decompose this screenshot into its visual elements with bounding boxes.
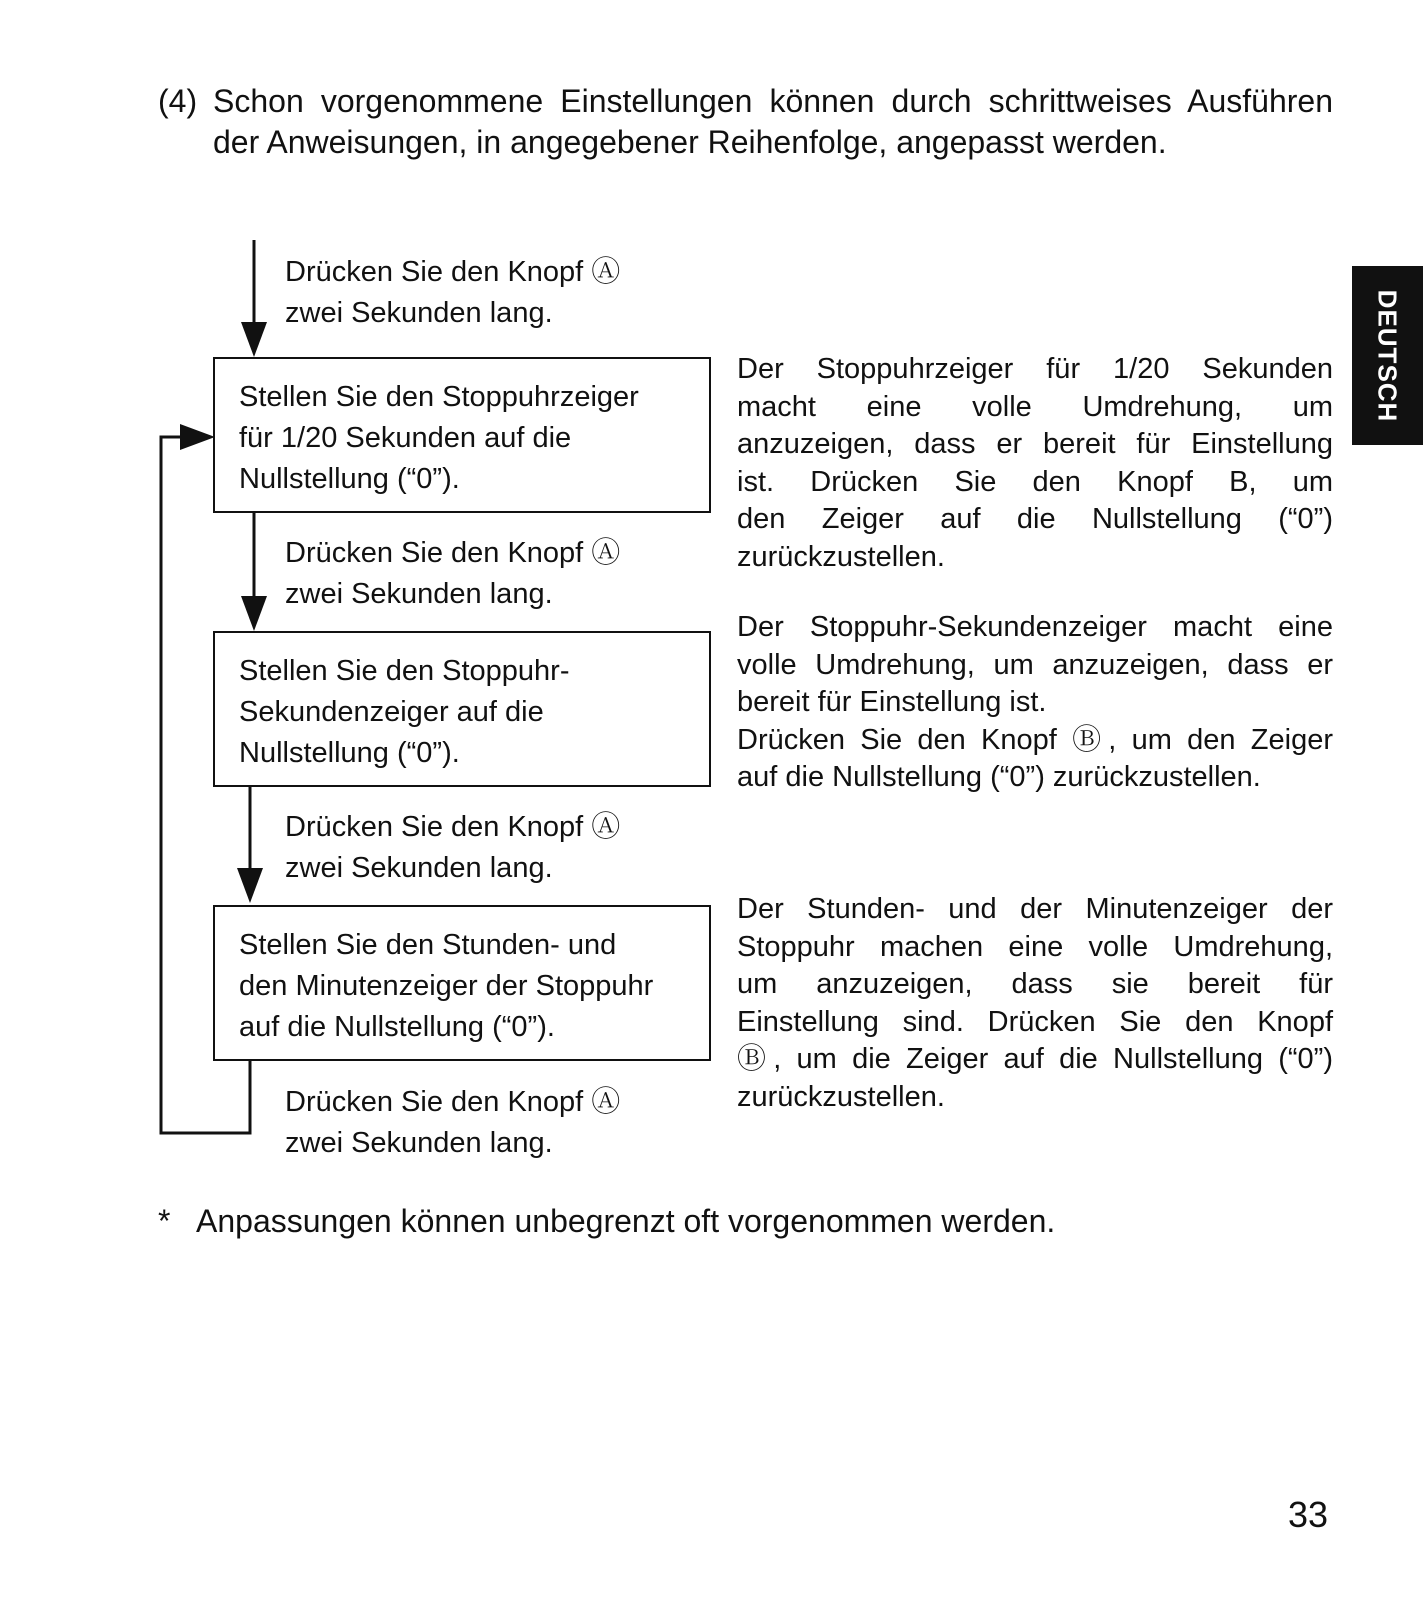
press-instruction-1	[285, 252, 620, 334]
step-box-line: auf die Nullstellung (“0”).	[239, 1011, 555, 1043]
step-box-1	[213, 357, 711, 513]
press-instruction-line: zwei Sekunden lang.	[285, 297, 553, 329]
description-2	[737, 609, 1333, 797]
footnote-marker: *	[158, 1203, 171, 1239]
description-line: auf die Nullstellung (“0”) zurückzustellen.	[737, 761, 1261, 793]
footnote-text: Anpassungen können unbegrenzt oft vorgenommen werden.	[196, 1203, 1056, 1239]
description-line: zurückzustellen.	[737, 540, 945, 573]
step-box-line: Stellen Sie den Stunden- und	[239, 929, 617, 961]
flow-loop-head	[180, 424, 215, 450]
description-line: Drücken Sie den Knopf Ⓑ, um den Zeiger	[737, 723, 1333, 756]
description-line: bereit für Einstellung ist.	[737, 686, 1047, 718]
description-1	[737, 351, 1333, 576]
description-line: Der Stoppuhrzeiger für 1/20 Sekunden	[737, 353, 1333, 385]
step-number: (4)	[158, 83, 198, 119]
description-line: um anzuzeigen, dass sie bereit für	[737, 968, 1333, 1000]
press-instruction-line: zwei Sekunden lang.	[285, 1127, 553, 1159]
description-line: Stoppuhr machen eine volle Umdrehung,	[737, 930, 1333, 963]
description-line: anzuzeigen, dass er bereit für Einstellung	[737, 428, 1333, 460]
step-box-line: Nullstellung (“0”).	[239, 737, 460, 769]
description-line: volle Umdrehung, um anzuzeigen, dass er	[737, 648, 1333, 681]
step-box-line: Nullstellung (“0”).	[239, 463, 460, 495]
page-number: 33	[1288, 1494, 1329, 1535]
press-instruction-line: Drücken Sie den Knopf Ⓐ	[285, 537, 621, 569]
description-line: ist. Drücken Sie den Knopf B, um	[737, 465, 1333, 498]
press-instruction-3	[285, 807, 620, 889]
description-line: zurückzustellen.	[737, 1080, 945, 1113]
flow-arrow-2-head	[241, 596, 267, 631]
press-instruction-line: zwei Sekunden lang.	[285, 852, 553, 884]
intro-paragraph: Schon vorgenommene Einstellungen können durch schrittweises Ausführen der Anweisungen, in angegebener Reihenfolge, angepasst werden.	[213, 83, 1333, 160]
flow-arrow-1-head	[241, 322, 267, 357]
press-instruction-4	[285, 1082, 620, 1164]
step-box-line: für 1/20 Sekunden auf die	[239, 422, 572, 454]
language-tab-label: DEUTSCH	[1372, 289, 1403, 423]
press-instruction-line: zwei Sekunden lang.	[285, 578, 553, 610]
step-box-3	[213, 905, 711, 1061]
press-instruction-line: Drücken Sie den Knopf Ⓐ	[285, 1086, 621, 1118]
step-box-line: Stellen Sie den Stoppuhrzeiger	[239, 381, 639, 413]
description-line: Ⓑ, um die Zeiger auf die Nullstellung (“0”)	[737, 1043, 1333, 1075]
press-instruction-line: Drücken Sie den Knopf Ⓐ	[285, 811, 621, 843]
description-line: den Zeiger auf die Nullstellung (“0”)	[737, 503, 1333, 535]
description-line: macht eine volle Umdrehung, um	[737, 390, 1333, 423]
step-box-line: den Minutenzeiger der Stoppuhr	[239, 970, 654, 1002]
step-box-2	[213, 631, 711, 787]
press-instruction-2	[285, 533, 620, 615]
description-line: Der Stunden- und der Minutenzeiger der	[737, 893, 1333, 925]
description-line: Der Stoppuhr-Sekundenzeiger macht eine	[737, 611, 1333, 643]
description-line: Einstellung sind. Drücken Sie den Knopf	[737, 1005, 1333, 1038]
step-box-line: Stellen Sie den Stoppuhr-	[239, 655, 570, 687]
step-box-line: Sekundenzeiger auf die	[239, 696, 544, 728]
press-instruction-line: Drücken Sie den Knopf Ⓐ	[285, 256, 621, 288]
description-3	[737, 891, 1333, 1116]
flow-arrow-3-head	[237, 868, 263, 903]
